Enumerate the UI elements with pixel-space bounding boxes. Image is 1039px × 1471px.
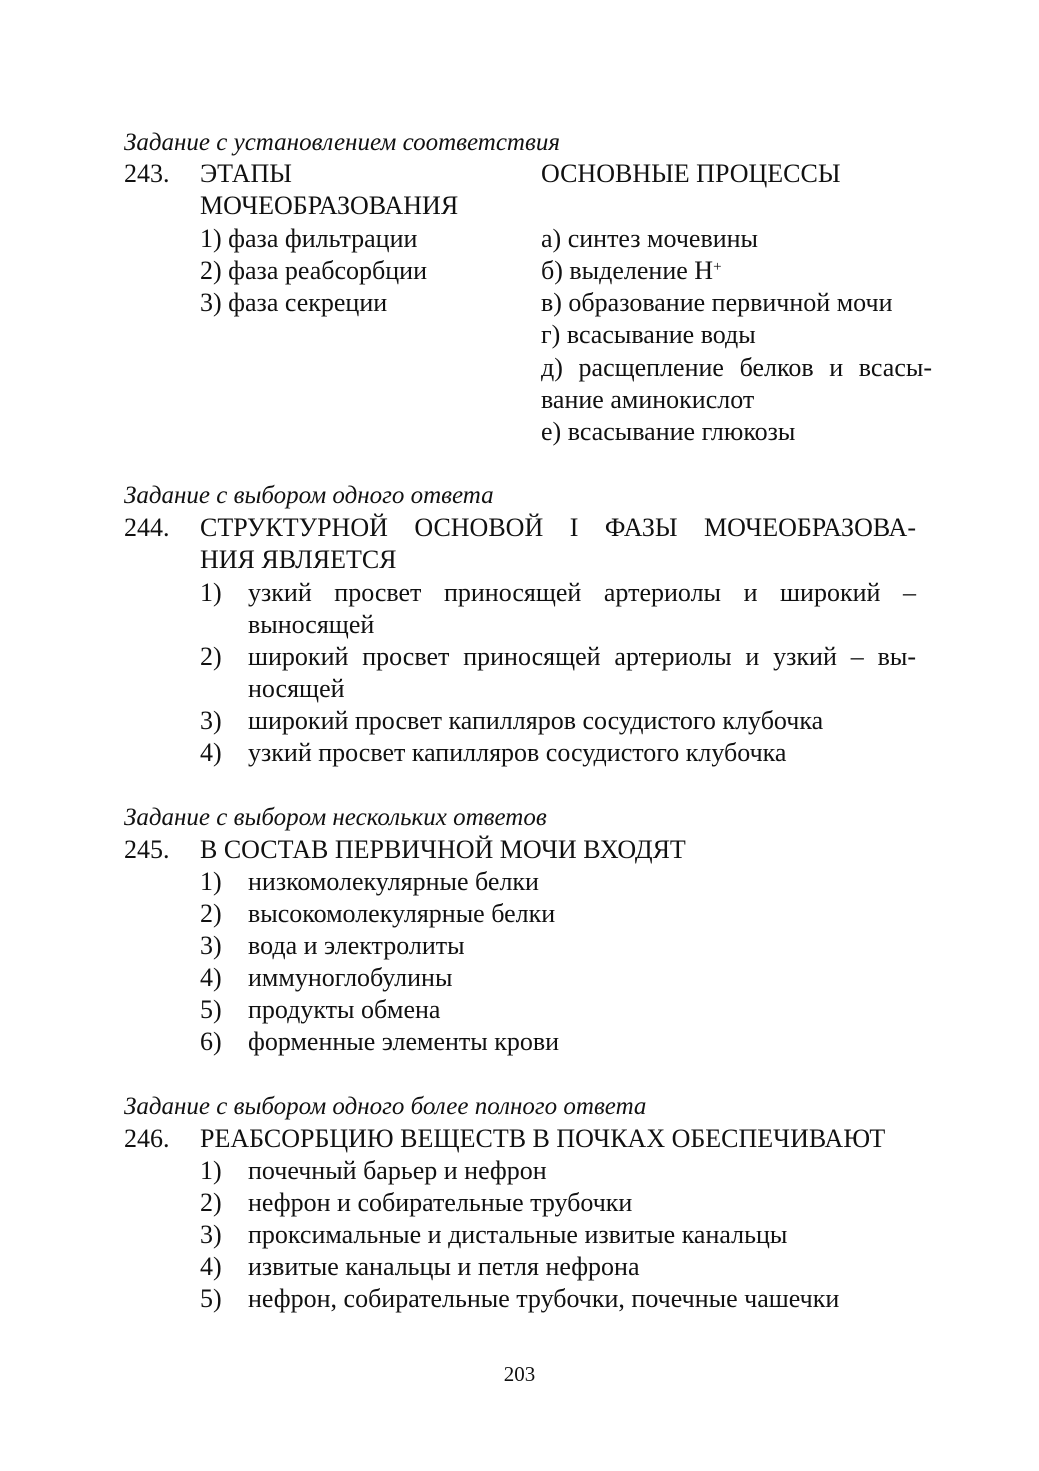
option-text: форменные элементы крови	[248, 1027, 560, 1056]
question-stem: В СОСТАВ ПЕРВИЧНОЙ МОЧИ ВХОДЯТ	[200, 835, 686, 864]
option-number: 2)	[200, 1188, 222, 1217]
option-text: продукты обмена	[248, 995, 441, 1024]
option-number: 2)	[200, 899, 222, 928]
option-number: 1)	[200, 578, 222, 607]
option-number: 6)	[200, 1027, 222, 1056]
option-number: 3)	[200, 931, 222, 960]
option-text: нефрон и собирательные трубочки	[248, 1188, 633, 1217]
superscript: +	[713, 259, 722, 275]
option-text: узкий просвет приносящей артериолы и широкий –	[248, 578, 916, 607]
option-text-cont: выносящей	[248, 610, 375, 639]
option-text-cont: носящей	[248, 674, 345, 703]
right-item: в) образование первичной мочи	[541, 288, 893, 317]
option-text: вода и электролиты	[248, 931, 465, 960]
right-item: а) синтез мочевины	[541, 224, 759, 253]
left-column-title: ЭТАПЫ	[200, 159, 292, 188]
option-text: низкомолекулярные белки	[248, 867, 539, 896]
option-number: 4)	[200, 963, 222, 992]
option-text: иммуноглобулины	[248, 963, 453, 992]
right-item: вание аминокислот	[541, 385, 755, 414]
question-stem-cont: НИЯ ЯВЛЯЕТСЯ	[200, 545, 397, 574]
task-type-header: Задание с установлением соответствия	[124, 129, 560, 156]
option-number: 3)	[200, 1220, 222, 1249]
question-number: 243.	[124, 159, 170, 188]
left-item: 1) фаза фильтрации	[200, 224, 418, 253]
right-column-title: ОСНОВНЫЕ ПРОЦЕССЫ	[541, 159, 841, 188]
option-number: 4)	[200, 1252, 222, 1281]
right-item: е) всасывание глюкозы	[541, 417, 796, 446]
option-text: высокомолекулярные белки	[248, 899, 556, 928]
task-type-header: Задание с выбором одного более полного ответа	[124, 1093, 647, 1120]
task-type-header: Задание с выбором нескольких ответов	[124, 804, 547, 831]
right-item: д) расщепление белков и всасы-	[541, 353, 932, 382]
right-item: б) выделение H+	[541, 256, 722, 285]
task-type-header: Задание с выбором одного ответа	[124, 482, 494, 509]
option-number: 1)	[200, 1156, 222, 1185]
option-text: узкий просвет капилляров сосудистого клубочка	[248, 738, 787, 767]
option-text: почечный барьер и нефрон	[248, 1156, 547, 1185]
question-number: 246.	[124, 1124, 170, 1153]
option-number: 3)	[200, 706, 222, 735]
option-text: извитые канальцы и петля нефрона	[248, 1252, 640, 1281]
left-item: 2) фаза реабсорбции	[200, 256, 427, 285]
option-number: 4)	[200, 738, 222, 767]
question-stem: СТРУКТУРНОЙ ОСНОВОЙ I ФАЗЫ МОЧЕОБРАЗОВА-	[200, 513, 916, 542]
page-number: 203	[503, 1362, 536, 1386]
option-number: 5)	[200, 995, 222, 1024]
option-text: широкий просвет капилляров сосудистого клубочка	[248, 706, 824, 735]
option-number: 1)	[200, 867, 222, 896]
option-number: 2)	[200, 642, 222, 671]
option-number: 5)	[200, 1284, 222, 1313]
option-text: проксимальные и дистальные извитые канальцы	[248, 1220, 788, 1249]
option-text: широкий просвет приносящей артериолы и узкий – вы-	[248, 642, 916, 671]
left-column-title-cont: МОЧЕОБРАЗОВАНИЯ	[200, 191, 459, 220]
option-text: нефрон, собирательные трубочки, почечные чашечки	[248, 1284, 840, 1313]
left-item: 3) фаза секреции	[200, 288, 388, 317]
question-number: 244.	[124, 513, 170, 542]
question-number: 245.	[124, 835, 170, 864]
right-item: г) всасывание воды	[541, 320, 756, 349]
question-stem: РЕАБСОРБЦИЮ ВЕЩЕСТВ В ПОЧКАХ ОБЕСПЕЧИВАЮТ	[200, 1124, 886, 1153]
